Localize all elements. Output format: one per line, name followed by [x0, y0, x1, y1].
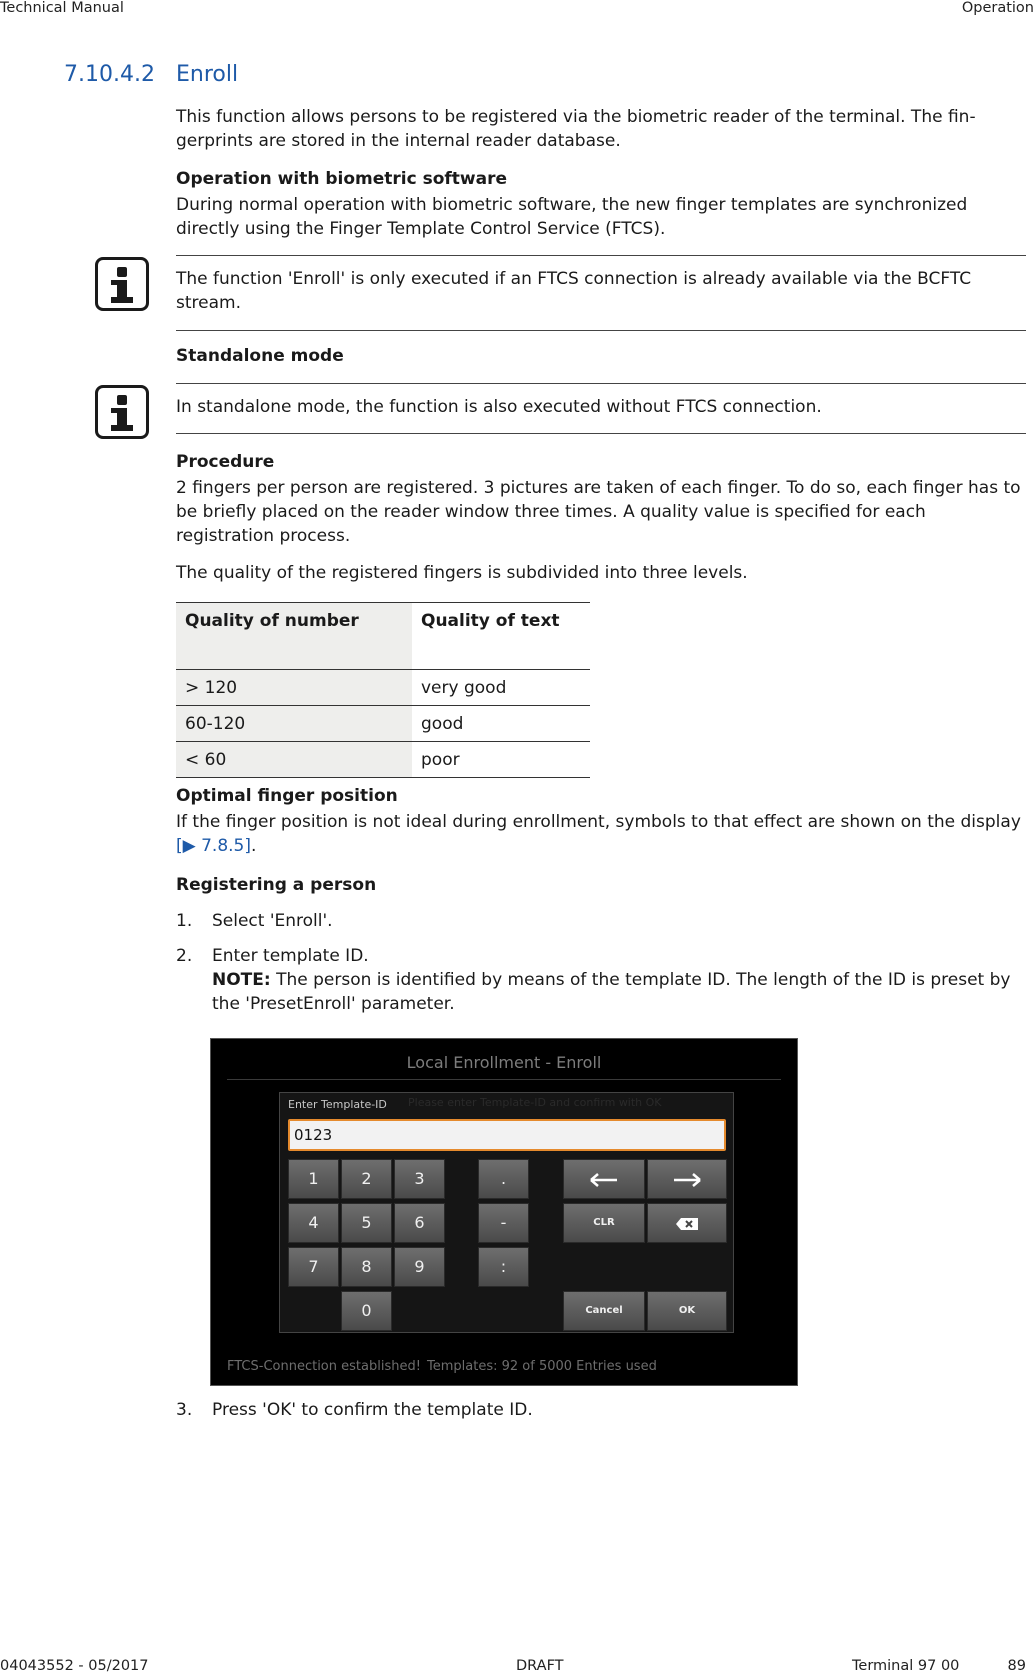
cancel-button[interactable]: Cancel	[563, 1291, 645, 1331]
registering-heading: Registering a person	[176, 875, 377, 895]
table-cell: < 60	[176, 742, 412, 778]
step-text: Enter template ID.	[212, 946, 369, 966]
note1-bottom-rule	[176, 330, 1026, 331]
table-header: Quality of number	[176, 603, 412, 670]
clear-button[interactable]: CLR	[563, 1203, 645, 1243]
key-0[interactable]: 0	[341, 1291, 392, 1331]
standalone-note: In standalone mode, the function is also executed without FTCS connection.	[176, 397, 822, 417]
screen-title: Local Enrollment - Enroll	[406, 1053, 602, 1072]
note2-bottom-rule	[176, 433, 1026, 434]
step-text: Press 'OK' to confirm the template ID.	[212, 1400, 533, 1420]
optimal-text: If the finger position is not ideal during enrollment, symbols to that effect are shown on the display	[176, 812, 1021, 832]
key-3[interactable]: 3	[394, 1159, 445, 1199]
table-row	[176, 742, 590, 778]
templates-status: Templates: 92 of 5000 Entries used	[427, 1359, 657, 1374]
procedure-text: 2 fingers per person are registered. 3 pictures are taken of each finger. To do so, each finger has to be briefly placed on the reader window three times. A quality value is specified for each registration process.	[176, 478, 1021, 546]
table-row	[176, 706, 590, 742]
intro-text: This function allows persons to be registered via the biometric reader of the terminal. The fin-gerprints are stored in the internal reader database.	[176, 107, 976, 151]
terminal-screenshot	[210, 1038, 798, 1386]
standalone-heading: Standalone mode	[176, 346, 344, 366]
header-left: Technical Manual	[0, 0, 124, 16]
optimal-heading: Optimal finger position	[176, 786, 398, 806]
page-number: 89	[1007, 1658, 1026, 1674]
quality-table	[176, 602, 590, 778]
backspace-button[interactable]	[647, 1203, 727, 1243]
optimal-paragraph	[176, 810, 1026, 858]
section-link[interactable]: [▶ 7.8.5]	[176, 836, 251, 856]
ok-button[interactable]: OK	[647, 1291, 727, 1331]
key-5[interactable]: 5	[341, 1203, 392, 1243]
section-title: Enroll	[176, 62, 239, 87]
template-id-input[interactable]: 0123	[288, 1119, 726, 1151]
key-7[interactable]: 7	[288, 1247, 339, 1287]
field-label: Enter Template-ID	[288, 1098, 387, 1111]
header-right: Operation	[961, 0, 1034, 16]
connection-status: FTCS-Connection established!	[227, 1359, 421, 1374]
table-row	[176, 670, 590, 706]
key-9[interactable]: 9	[394, 1247, 445, 1287]
info-icon	[95, 385, 149, 439]
op-bio-heading: Operation with biometric software	[176, 169, 508, 189]
arrow-left-icon	[589, 1173, 619, 1187]
arrow-right-button[interactable]	[647, 1159, 727, 1199]
op-bio-text: During normal operation with biometric software, the new finger templates are synchronized directly using the Finger Template Control Service (FTCS).	[176, 195, 968, 239]
table-cell: 60-120	[176, 706, 412, 742]
note-label: NOTE:	[212, 970, 271, 990]
key-2[interactable]: 2	[341, 1159, 392, 1199]
step-text: Select 'Enroll'.	[212, 911, 333, 931]
step-number: 2.	[176, 946, 193, 966]
table-header: Quality of text	[412, 603, 590, 670]
footer-product: Terminal 97 00	[852, 1658, 960, 1674]
table-cell: > 120	[176, 670, 412, 706]
note2-top-rule	[176, 383, 1026, 384]
backspace-icon	[675, 1217, 699, 1231]
key-dash[interactable]: -	[478, 1203, 529, 1243]
note-text: The person is identified by means of the template ID. The length of the ID is preset by the 'PresetEnroll' parameter.	[212, 970, 1011, 1014]
table-cell: poor	[412, 742, 590, 778]
key-8[interactable]: 8	[341, 1247, 392, 1287]
note1-text: The function 'Enroll' is only executed if an FTCS connection is already available via the BCFTC stream.	[176, 269, 972, 313]
levels-text: The quality of the registered fingers is subdivided into three levels.	[176, 563, 748, 583]
table-cell: very good	[412, 670, 590, 706]
step-number: 3.	[176, 1400, 193, 1420]
footer-draft: DRAFT	[516, 1658, 564, 1674]
step-note	[212, 968, 1026, 1016]
key-colon[interactable]: :	[478, 1247, 529, 1287]
key-4[interactable]: 4	[288, 1203, 339, 1243]
procedure-heading: Procedure	[176, 452, 275, 472]
step-number: 1.	[176, 911, 193, 931]
screen-divider	[227, 1079, 781, 1080]
key-1[interactable]: 1	[288, 1159, 339, 1199]
optimal-end: .	[251, 836, 257, 856]
panel-hint: Please enter Template-ID and confirm with OK	[408, 1096, 662, 1109]
section-number: 7.10.4.2	[64, 62, 155, 87]
key-dot[interactable]: .	[478, 1159, 529, 1199]
arrow-right-icon	[672, 1173, 702, 1187]
arrow-left-button[interactable]	[563, 1159, 645, 1199]
note1-top-rule	[176, 255, 1026, 256]
table-cell: good	[412, 706, 590, 742]
key-6[interactable]: 6	[394, 1203, 445, 1243]
info-icon	[95, 257, 149, 311]
footer-doc-number: 04043552 - 05/2017	[0, 1658, 149, 1674]
enroll-panel	[279, 1092, 734, 1333]
